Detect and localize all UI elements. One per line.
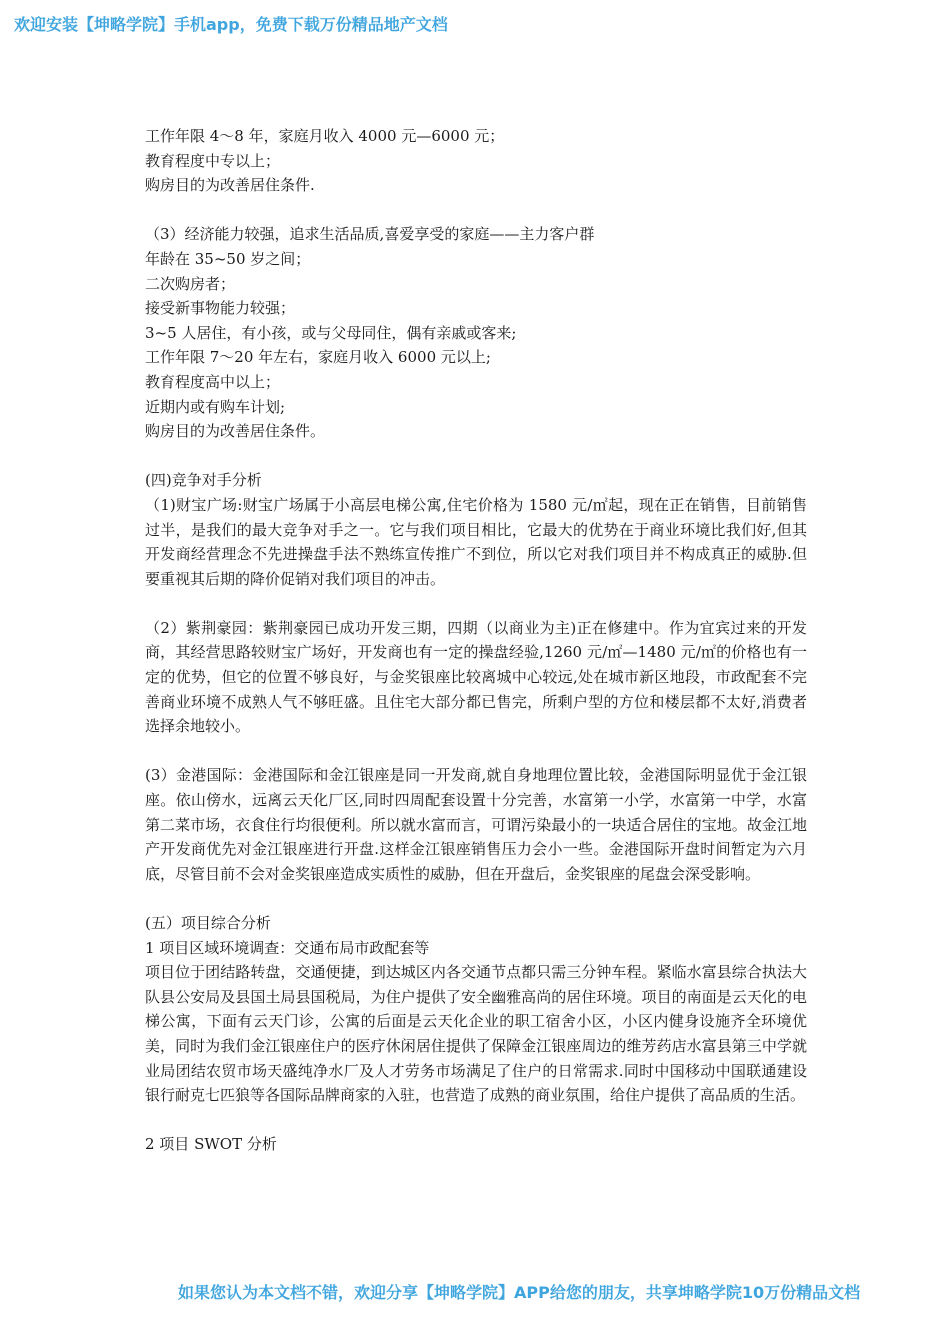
paragraph-gap bbox=[145, 591, 807, 616]
text-line: 工作年限 4～8 年，家庭月收入 4000 元—6000 元； bbox=[145, 127, 505, 145]
text-line: 近期内或有购车计划; bbox=[145, 397, 286, 416]
download-banner-top: 欢迎安装【坤略学院】手机app，免费下载万份精品地产文档 bbox=[14, 15, 448, 34]
subsection-heading: 1 项目区域环境调查：交通布局市政配套等 bbox=[145, 938, 430, 957]
document-body bbox=[145, 124, 807, 1157]
text-line: 二次购房者； bbox=[145, 274, 236, 293]
text-line: 购房目的为改善居住条件. bbox=[145, 176, 315, 195]
text-line: 接受新事物能力较强； bbox=[145, 299, 296, 318]
paragraph-gap bbox=[145, 198, 807, 223]
paragraph: （1)财宝广场:财宝广场属于小高层电梯公寓,住宅价格为 1580 元/㎡起，现在正在销售，目前销售过半，是我们的最大竞争对手之一。它与我们项目相比，它最大的优势在于商业环境比我们好,但其开发商经营理念不先进操盘手法不熟练宣传推广不到位，所以它对我们项目并不构成真正的威胁.但要重视其后期的降价促销对我们项目的冲击。 bbox=[145, 495, 807, 588]
paragraph: 项目位于团结路转盘，交通便捷，到达城区内各交通节点都只需三分钟车程。紧临水富县综合执法大队县公安局及县国土局县国税局，为住户提供了安全幽雅高尚的居住环境。项目的南面是云天化的电梯公寓，下面有云天门诊，公寓的后面是云天化企业的职工宿舍小区，小区内健身设施齐全环境优美，同时为我们金江银座住户的医疗休闲居住提供了保障金江银座周边的维芳药店水富县第三中学就业局团结农贸市场天盛纯净水厂及人才劳务市场满足了住户的日常需求.同时中国移动中国联通建设银行耐克七匹狼等各国际品牌商家的入驻，也营造了成熟的商业氛围，给住户提供了高品质的生活。 bbox=[145, 963, 807, 1105]
text-line: 教育程度中专以上； bbox=[145, 151, 281, 170]
section-heading: （3）经济能力较强，追求生活品质,喜爱享受的家庭——主力客户群 bbox=[145, 225, 595, 244]
text-line: 3~5 人居住，有小孩，或与父母同住，偶有亲戚或客来; bbox=[145, 323, 517, 342]
text-line: 教育程度高中以上； bbox=[145, 372, 281, 391]
text-line: 年龄在 35~50 岁之间； bbox=[145, 249, 311, 268]
subsection-heading: 2 项目 SWOT 分析 bbox=[145, 1135, 277, 1154]
paragraph: （2）紫荆豪园：紫荆豪园已成功开发三期，四期（以商业为主)正在修建中。作为宜宾过来的开发商，其经营思路较财宝广场好，开发商也有一定的操盘经验,1260 元/㎡—1480 元/㎡的价格也有一定的优势，但它的位置不够良好，与金奖银座比较离城中心较远,处在城市新区地段，市政配套不完善商业环境不成熟人气不够旺盛。且住宅大部分都已售完，所剩户型的方位和楼层都不太好,消费者选择余地较小。 bbox=[145, 618, 807, 736]
paragraph-gap bbox=[145, 1108, 807, 1133]
text-line: 工作年限 7～20 年左右，家庭月收入 6000 元以上; bbox=[145, 348, 491, 367]
paragraph-gap bbox=[145, 886, 807, 911]
section-heading: (四)竞争对手分析 bbox=[145, 471, 262, 490]
paragraph-gap bbox=[145, 739, 807, 764]
text-line: 购房目的为改善居住条件。 bbox=[145, 422, 326, 441]
paragraph: (3）金港国际：金港国际和金江银座是同一开发商,就自身地理位置比较，金港国际明显优于金江银座。依山傍水，远离云天化厂区,同时四周配套设置十分完善，水富第一小学，水富第一中学，水富第二菜市场，衣食住行均很便利。所以就水富而言，可谓污染最小的一块适合居住的宝地。故金江地产开发商优先对金江银座进行开盘.这样金江银座销售压力会小一些。金港国际开盘时间暂定为六月底，尽管目前不会对金奖银座造成实质性的威胁，但在开盘后，金奖银座的尾盘会深受影响。 bbox=[145, 766, 807, 883]
section-heading: (五）项目综合分析 bbox=[145, 914, 271, 932]
paragraph-gap bbox=[145, 444, 807, 469]
share-banner-bottom: 如果您认为本文档不错，欢迎分享【坤略学院】APP给您的朋友，共享坤略学院10万份精品文档 bbox=[178, 1283, 861, 1302]
